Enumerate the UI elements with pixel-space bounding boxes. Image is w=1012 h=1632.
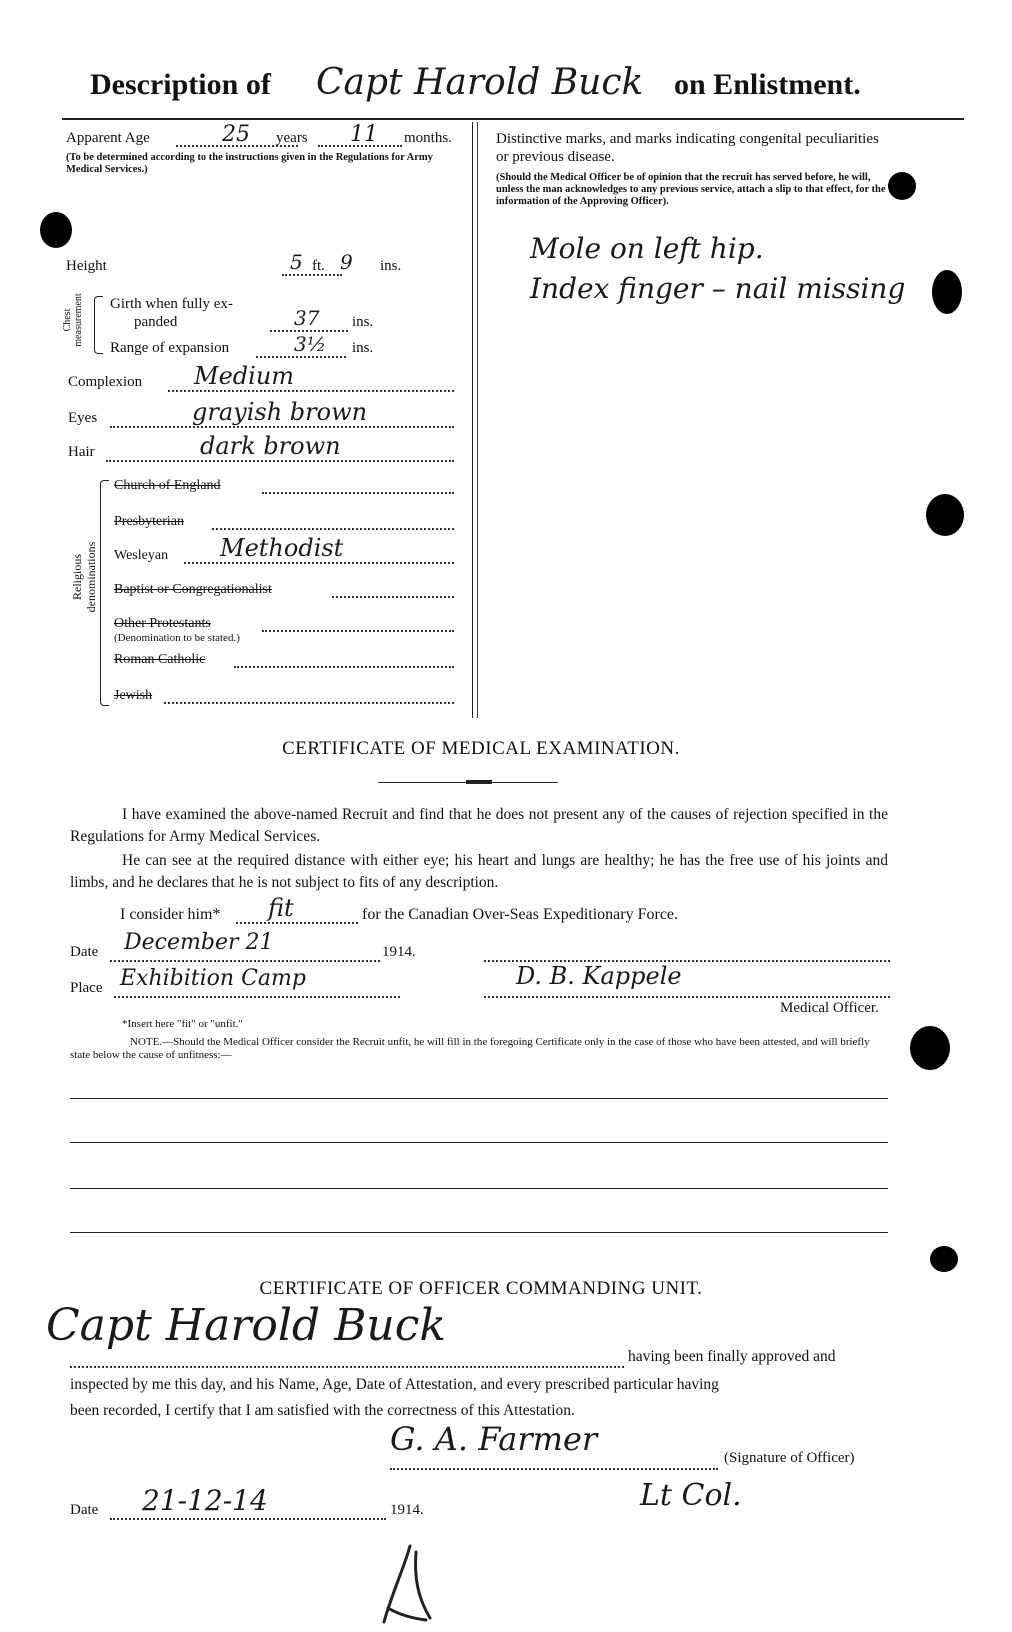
medical-para-1: I have examined the above-named Recruit and find that he does not present any of the causes of rejection specified in the Regulations for Army Medical Services. xyxy=(70,806,888,845)
hair-label: Hair xyxy=(68,444,95,460)
age-note: (To be determined according to the instructions given in the Regulations for Army Medical Services.) xyxy=(66,152,433,175)
punch-hole xyxy=(888,172,916,200)
unfitness-line-4 xyxy=(70,1232,888,1233)
religion-label: Religious denominations xyxy=(70,541,98,613)
complexion-label: Complexion xyxy=(68,374,143,390)
header-prefix: Description of xyxy=(90,68,271,101)
header-rule xyxy=(62,118,964,120)
religion-church-of-england: Church of England xyxy=(114,478,221,493)
medical-officer-label: Medical Officer. xyxy=(780,1000,879,1016)
punch-hole xyxy=(40,212,72,248)
church-dots xyxy=(262,492,454,494)
medical-date-year: 1914. xyxy=(382,944,416,960)
unfitness-line-1 xyxy=(70,1098,888,1099)
eyes-value: grayish brown xyxy=(192,398,368,426)
age-months: 11 xyxy=(350,122,378,147)
medical-para-2: He can see at the required distance with either eye; his heart and lungs are healthy; he has the free use of his joints and limbs, and he declares that he is not subject to fits of any description. xyxy=(70,852,888,891)
religion-other-protestants: Other Protestants xyxy=(114,616,211,631)
eyes-dots xyxy=(110,426,454,428)
punch-hole xyxy=(910,1026,950,1070)
medical-date-value: December 21 xyxy=(124,930,274,955)
eyes-label: Eyes xyxy=(68,410,98,426)
medical-sig-dots xyxy=(484,996,890,998)
height-label: Height xyxy=(66,258,107,274)
marks-note: (Should the Medical Officer be of opinion that the recruit has served before, he will, unless the man acknowledges to any previous service, attach a slip to that effect, for the information of the Approving Officer). xyxy=(496,172,886,207)
height-ft: 5 xyxy=(290,250,303,274)
consider-label: I consider him* xyxy=(120,906,221,923)
commanding-title: CERTIFICATE OF OFFICER COMMANDING UNIT. xyxy=(259,1278,703,1299)
medical-date-label: Date xyxy=(70,944,99,960)
commanding-text-2: inspected by me this day, and his Name, Age, Date of Attestation, and every prescribed particular having xyxy=(70,1376,719,1393)
religion-other-note: (Denomination to be stated.) xyxy=(114,632,240,644)
place-value: Exhibition Camp xyxy=(120,966,306,991)
place-dots xyxy=(114,996,400,998)
religion-wesleyan-value: Methodist xyxy=(220,534,344,562)
commanding-text-1: having been finally approved and xyxy=(628,1348,836,1365)
commanding-text-3: been recorded, I certify that I am satisfied with the correctness of this Attestation. xyxy=(70,1402,575,1419)
girth-value: 37 xyxy=(294,306,320,330)
unfit-note: NOTE.—Should the Medical Officer consider the Recruit unfit, he will fill in the foregoing Certificate only in the case of those who have been attested, and will briefly state below the cause of unfitness:— xyxy=(70,1036,870,1061)
insert-note: *Insert here "fit" or "unfit." xyxy=(122,1018,243,1030)
range-label: Range of expansion xyxy=(110,340,230,356)
marks-line-2: Index finger – nail missing xyxy=(530,272,906,305)
commanding-date-dots xyxy=(110,1518,386,1520)
chest-bracket xyxy=(94,296,103,354)
commanding-sig-dots xyxy=(390,1468,718,1470)
pen-stroke xyxy=(370,1538,460,1628)
punch-hole xyxy=(930,1246,958,1272)
wesleyan-dots xyxy=(184,562,454,564)
range-value: 3½ xyxy=(294,332,327,356)
place-label: Place xyxy=(70,980,103,996)
girth-label-1: Girth when fully ex- xyxy=(110,296,233,312)
column-divider-inner xyxy=(477,122,478,718)
commanding-date-year: 1914. xyxy=(390,1502,424,1518)
baptist-dots xyxy=(332,596,454,598)
consider-value: fit xyxy=(268,894,294,922)
column-divider xyxy=(472,122,473,718)
hair-dots xyxy=(106,460,454,462)
years-label: years xyxy=(276,130,308,146)
consider-suffix: for the Canadian Over-Seas Expeditionary Force. xyxy=(362,906,679,923)
medical-officer-signature: D. B. Kappele xyxy=(516,962,682,990)
height-ins: 9 xyxy=(340,250,353,274)
age-label: Apparent Age xyxy=(66,130,150,146)
religion-roman-catholic: Roman Catholic xyxy=(114,652,206,667)
consider-dots xyxy=(236,922,358,924)
punch-hole xyxy=(932,270,962,314)
chest-label: Chest measurement xyxy=(62,293,84,347)
form-header xyxy=(90,62,970,112)
girth-label-2: panded xyxy=(134,314,178,330)
commanding-officer-rank: Lt Col. xyxy=(640,1478,742,1513)
recruit-name: Capt Harold Buck xyxy=(316,62,644,103)
girth-unit: ins. xyxy=(352,314,374,330)
other-dots xyxy=(262,630,454,632)
complexion-dots xyxy=(168,390,454,392)
marks-line-1: Mole on left hip. xyxy=(530,232,764,265)
months-label: months. xyxy=(404,130,452,146)
complexion-value: Medium xyxy=(194,362,295,390)
medical-title-rule-mark xyxy=(466,780,492,784)
hair-value: dark brown xyxy=(200,432,341,460)
religion-presbyterian: Presbyterian xyxy=(114,514,184,529)
jewish-dots xyxy=(164,702,454,704)
religion-bracket xyxy=(100,480,109,706)
religion-baptist: Baptist or Congregationalist xyxy=(114,582,272,597)
marks-title: Distinctive marks, and marks indicating congenital peculiarities or previous disease. xyxy=(496,131,879,165)
range-unit: ins. xyxy=(352,340,374,356)
commanding-date-label: Date xyxy=(70,1502,99,1518)
punch-hole xyxy=(926,494,964,536)
religion-jewish: Jewish xyxy=(114,688,153,703)
commanding-recruit-name: Capt Harold Buck xyxy=(46,1300,447,1351)
commanding-officer-signature: G. A. Farmer xyxy=(390,1420,598,1458)
commanding-name-dots xyxy=(70,1366,624,1368)
signature-of-officer-label: (Signature of Officer) xyxy=(724,1450,855,1466)
ft-label: ft. xyxy=(312,258,325,274)
unfitness-line-2 xyxy=(70,1142,888,1143)
presbyterian-dots xyxy=(212,528,454,530)
catholic-dots xyxy=(234,666,454,668)
range-dots xyxy=(256,356,346,358)
age-years: 25 xyxy=(222,122,250,147)
unfitness-line-3 xyxy=(70,1188,888,1189)
ins-label: ins. xyxy=(380,258,402,274)
medical-title: CERTIFICATE OF MEDICAL EXAMINATION. xyxy=(282,738,680,759)
commanding-date-value: 21-12-14 xyxy=(142,1484,268,1517)
medical-date-dots xyxy=(110,960,380,962)
religion-wesleyan: Wesleyan xyxy=(114,548,169,563)
header-suffix: on Enlistment. xyxy=(674,68,861,101)
